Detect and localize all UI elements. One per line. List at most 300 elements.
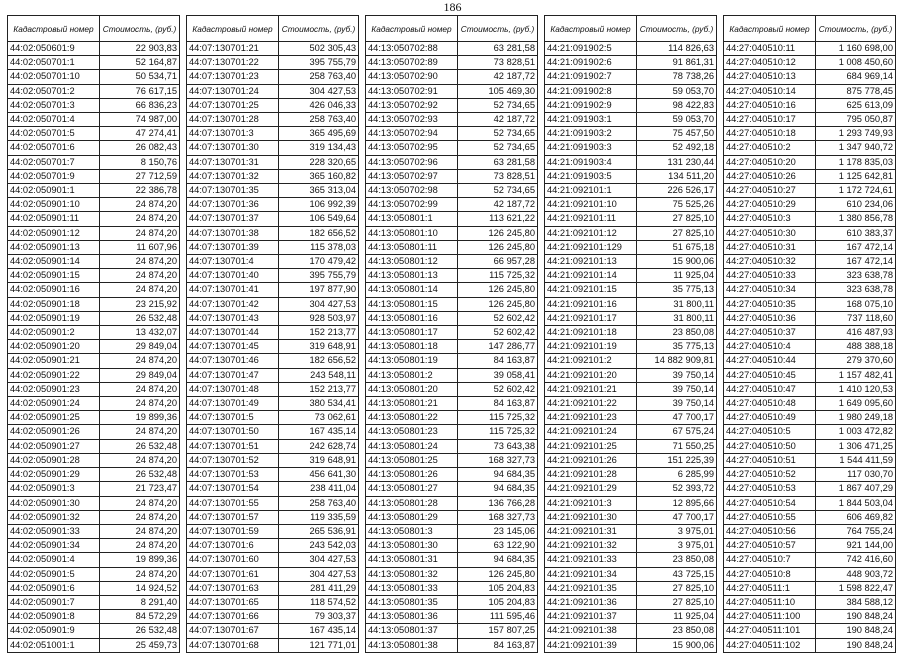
cost-cell: 22 386,78 [100, 184, 180, 198]
cadastral-number-cell: 44:27:040510:13 [724, 70, 816, 84]
cadastral-number-cell: 44:02:050901:4 [8, 553, 100, 567]
cost-cell: 151 225,39 [637, 453, 717, 467]
cadastral-number-cell: 44:07:130701:45 [187, 340, 279, 354]
cadastral-number-cell: 44:13:050801:3 [366, 524, 458, 538]
cadastral-number-cell: 44:07:130701:49 [187, 397, 279, 411]
cadastral-number-cell: 44:02:050701:5 [8, 127, 100, 141]
cost-cell: 94 684,35 [458, 482, 538, 496]
table-row [366, 212, 538, 226]
table-row [724, 56, 896, 70]
cadastral-number-cell: 44:27:040511:100 [724, 610, 816, 624]
table-row [187, 510, 359, 524]
cadastral-number-cell: 44:27:040510:4 [724, 340, 816, 354]
cost-cell: 94 684,35 [458, 553, 538, 567]
table-row [545, 581, 717, 595]
cadastral-number-cell: 44:07:130701:5 [187, 411, 279, 425]
cadastral-number-cell: 44:21:092101:129 [545, 240, 637, 254]
table-row [545, 595, 717, 609]
cost-cell: 14 924,52 [100, 581, 180, 595]
table-row [724, 425, 896, 439]
cadastral-number-cell: 44:27:040510:14 [724, 84, 816, 98]
cost-cell: 365 160,82 [279, 169, 359, 183]
cost-cell: 115 378,03 [279, 240, 359, 254]
table-row [187, 141, 359, 155]
cadastral-number-cell: 44:02:050901:32 [8, 510, 100, 524]
cost-cell: 168 327,73 [458, 453, 538, 467]
table-row [724, 340, 896, 354]
cost-cell: 52 602,42 [458, 311, 538, 325]
cadastral-number-cell: 44:07:130701:28 [187, 113, 279, 127]
table-row [8, 240, 180, 254]
cadastral-number-cell: 44:02:050901:11 [8, 212, 100, 226]
cadastral-number-cell: 44:07:130701:46 [187, 354, 279, 368]
table-row [545, 539, 717, 553]
table-row [724, 184, 896, 198]
cadastral-number-cell: 44:27:040510:3 [724, 212, 816, 226]
cost-cell: 1 306 471,25 [816, 439, 896, 453]
cost-cell: 502 305,43 [279, 42, 359, 56]
cadastral-number-cell: 44:13:050702:99 [366, 198, 458, 212]
cost-cell: 52 734,65 [458, 141, 538, 155]
cadastral-number-cell: 44:13:050702:88 [366, 42, 458, 56]
cost-cell: 24 874,20 [100, 382, 180, 396]
cadastral-number-cell: 44:02:050901:27 [8, 439, 100, 453]
cost-cell: 24 874,20 [100, 567, 180, 581]
cadastral-number-cell: 44:21:092101:15 [545, 283, 637, 297]
cost-cell: 50 534,71 [100, 70, 180, 84]
cost-cell: 190 848,24 [816, 624, 896, 638]
cost-cell: 26 082,43 [100, 141, 180, 155]
cadastral-number-cell: 44:07:130701:39 [187, 240, 279, 254]
cadastral-number-cell: 44:02:050901:20 [8, 340, 100, 354]
table-row [545, 368, 717, 382]
table-row [366, 311, 538, 325]
table-row [8, 70, 180, 84]
cost-cell: 384 588,12 [816, 595, 896, 609]
table-row [545, 70, 717, 84]
cadastral-number-cell: 44:02:050901:2 [8, 326, 100, 340]
cost-cell: 1 380 856,78 [816, 212, 896, 226]
cost-cell: 126 245,80 [458, 567, 538, 581]
cost-cell: 742 416,60 [816, 553, 896, 567]
cost-cell: 26 532,48 [100, 624, 180, 638]
cadastral-number-cell: 44:27:040510:8 [724, 567, 816, 581]
cost-cell: 281 411,29 [279, 581, 359, 595]
table-row [724, 283, 896, 297]
cadastral-number-cell: 44:13:050801:36 [366, 610, 458, 624]
cost-cell: 71 550,25 [637, 439, 717, 453]
cost-cell: 243 548,11 [279, 368, 359, 382]
cost-cell: 395 755,79 [279, 56, 359, 70]
cost-cell: 42 187,72 [458, 70, 538, 84]
cadastral-number-cell: 44:21:092101:16 [545, 297, 637, 311]
cadastral-number-cell: 44:07:130701:41 [187, 283, 279, 297]
cadastral-number-cell: 44:21:092101:22 [545, 397, 637, 411]
cadastral-number-cell: 44:07:130701:50 [187, 425, 279, 439]
cost-cell: 47 274,41 [100, 127, 180, 141]
cost-cell: 126 245,80 [458, 297, 538, 311]
cadastral-number-cell: 44:13:050801:17 [366, 326, 458, 340]
cadastral-number-cell: 44:27:040510:47 [724, 382, 816, 396]
cost-cell: 24 874,20 [100, 453, 180, 467]
cost-cell: 795 050,87 [816, 113, 896, 127]
cadastral-number-cell: 44:02:050901:16 [8, 283, 100, 297]
cadastral-number-cell: 44:13:050801:14 [366, 283, 458, 297]
header-cost: Стоимость, (руб.) [816, 16, 896, 42]
cadastral-number-cell: 44:27:040511:10 [724, 595, 816, 609]
cadastral-number-cell: 44:07:130701:59 [187, 524, 279, 538]
table-row [545, 468, 717, 482]
cadastral-number-cell: 44:02:050901:14 [8, 255, 100, 269]
cost-cell: 75 457,50 [637, 127, 717, 141]
cadastral-number-cell: 44:27:040510:51 [724, 453, 816, 467]
cadastral-number-cell: 44:27:040510:31 [724, 240, 816, 254]
cost-cell: 42 187,72 [458, 113, 538, 127]
cost-cell: 488 388,18 [816, 340, 896, 354]
cost-cell: 117 030,70 [816, 468, 896, 482]
table-row [724, 311, 896, 325]
cost-cell: 66 957,28 [458, 255, 538, 269]
cost-cell: 610 383,37 [816, 226, 896, 240]
cost-cell: 258 763,40 [279, 496, 359, 510]
table-row [724, 453, 896, 467]
cadastral-number-cell: 44:13:050702:97 [366, 169, 458, 183]
table-row [545, 113, 717, 127]
cost-cell: 84 163,87 [458, 397, 538, 411]
cost-cell: 39 750,14 [637, 382, 717, 396]
cadastral-number-cell: 44:07:130701:37 [187, 212, 279, 226]
cadastral-number-cell: 44:07:130701:68 [187, 638, 279, 652]
cadastral-number-cell: 44:27:040510:33 [724, 269, 816, 283]
cost-cell: 52 734,65 [458, 184, 538, 198]
table-row [8, 553, 180, 567]
cadastral-number-cell: 44:02:050701:3 [8, 98, 100, 112]
table-row [8, 496, 180, 510]
table-row [8, 453, 180, 467]
cadastral-number-cell: 44:02:050701:9 [8, 169, 100, 183]
cadastral-number-cell: 44:13:050801:19 [366, 354, 458, 368]
table-row [8, 169, 180, 183]
table-row [187, 468, 359, 482]
cost-cell: 265 536,91 [279, 524, 359, 538]
cadastral-number-cell: 44:27:040510:44 [724, 354, 816, 368]
cadastral-number-cell: 44:27:040510:27 [724, 184, 816, 198]
cost-cell: 448 903,72 [816, 567, 896, 581]
table-row [545, 198, 717, 212]
table-row [8, 113, 180, 127]
cadastral-number-cell: 44:07:130701:57 [187, 510, 279, 524]
cost-cell: 84 163,87 [458, 354, 538, 368]
cost-cell: 51 675,18 [637, 240, 717, 254]
cost-cell: 106 992,39 [279, 198, 359, 212]
table-row [366, 567, 538, 581]
table-row [545, 141, 717, 155]
table-row [8, 269, 180, 283]
cost-cell: 3 975,01 [637, 539, 717, 553]
cost-cell: 238 411,04 [279, 482, 359, 496]
cadastral-number-cell: 44:21:092101:36 [545, 595, 637, 609]
table-row [366, 539, 538, 553]
header-cadastral: Кадастровый номер [187, 16, 279, 42]
cost-cell: 84 572,29 [100, 610, 180, 624]
table-row [545, 311, 717, 325]
table-row [187, 84, 359, 98]
table-row [187, 297, 359, 311]
cadastral-number-cell: 44:02:050701:7 [8, 155, 100, 169]
table-row [8, 468, 180, 482]
cadastral-number-cell: 44:21:092101:35 [545, 581, 637, 595]
table-row [366, 425, 538, 439]
cadastral-table-2 [186, 15, 359, 653]
cadastral-number-cell: 44:21:092101:13 [545, 255, 637, 269]
cadastral-table-5 [723, 15, 896, 653]
table-row [724, 354, 896, 368]
table-row [366, 42, 538, 56]
cost-cell: 39 750,14 [637, 368, 717, 382]
table-row [8, 184, 180, 198]
cost-cell: 126 245,80 [458, 240, 538, 254]
cost-cell: 47 700,17 [637, 510, 717, 524]
table-row [724, 411, 896, 425]
cadastral-number-cell: 44:21:091902:5 [545, 42, 637, 56]
cadastral-number-cell: 44:02:050901:22 [8, 368, 100, 382]
cadastral-number-cell: 44:13:050801:16 [366, 311, 458, 325]
cadastral-number-cell: 44:13:050702:93 [366, 113, 458, 127]
cost-cell: 29 849,04 [100, 368, 180, 382]
table-row [187, 439, 359, 453]
table-row [8, 539, 180, 553]
table-row [187, 553, 359, 567]
table-row [724, 595, 896, 609]
cost-cell: 43 725,15 [637, 567, 717, 581]
cost-cell: 24 874,20 [100, 269, 180, 283]
table-row [8, 283, 180, 297]
table-row [8, 212, 180, 226]
cost-cell: 23 215,92 [100, 297, 180, 311]
cost-cell: 25 459,73 [100, 638, 180, 652]
table-row [545, 169, 717, 183]
cost-cell: 1 347 940,72 [816, 141, 896, 155]
cost-cell: 31 800,11 [637, 297, 717, 311]
cadastral-number-cell: 44:21:091903:1 [545, 113, 637, 127]
table-row [545, 42, 717, 56]
table-row [545, 127, 717, 141]
table-row [8, 482, 180, 496]
cadastral-number-cell: 44:21:092101:17 [545, 311, 637, 325]
cost-cell: 323 638,78 [816, 269, 896, 283]
cost-cell: 23 850,08 [637, 553, 717, 567]
cadastral-number-cell: 44:27:040510:34 [724, 283, 816, 297]
table-row [545, 184, 717, 198]
table-row [545, 326, 717, 340]
cadastral-number-cell: 44:21:092101:18 [545, 326, 637, 340]
cost-cell: 29 849,04 [100, 340, 180, 354]
cadastral-number-cell: 44:02:050701:6 [8, 141, 100, 155]
table-row [187, 610, 359, 624]
cost-cell: 1 867 407,29 [816, 482, 896, 496]
cadastral-number-cell: 44:02:050901:5 [8, 567, 100, 581]
table-header-row [366, 16, 538, 42]
table-row [724, 127, 896, 141]
cost-cell: 52 164,87 [100, 56, 180, 70]
cadastral-number-cell: 44:02:050901:28 [8, 453, 100, 467]
cadastral-number-cell: 44:13:050801:27 [366, 482, 458, 496]
cadastral-number-cell: 44:07:130701:53 [187, 468, 279, 482]
cost-cell: 147 286,77 [458, 340, 538, 354]
table-row [187, 326, 359, 340]
cost-cell: 22 903,83 [100, 42, 180, 56]
cost-cell: 24 874,20 [100, 198, 180, 212]
cadastral-number-cell: 44:02:050901:30 [8, 496, 100, 510]
cadastral-number-cell: 44:21:092101:26 [545, 453, 637, 467]
table-row [366, 553, 538, 567]
cadastral-number-cell: 44:13:050801:22 [366, 411, 458, 425]
table-row [366, 510, 538, 524]
table-row [187, 184, 359, 198]
table-row [545, 439, 717, 453]
table-row [366, 113, 538, 127]
cadastral-number-cell: 44:07:130701:61 [187, 567, 279, 581]
cost-cell: 73 643,38 [458, 439, 538, 453]
cost-cell: 1 980 249,18 [816, 411, 896, 425]
table-row [187, 368, 359, 382]
cost-cell: 67 575,24 [637, 425, 717, 439]
table-row [724, 539, 896, 553]
cost-cell: 365 313,04 [279, 184, 359, 198]
cost-cell: 131 230,44 [637, 155, 717, 169]
table-row [366, 84, 538, 98]
table-row [724, 368, 896, 382]
cost-cell: 24 874,20 [100, 255, 180, 269]
table-row [366, 98, 538, 112]
table-row [187, 482, 359, 496]
cadastral-number-cell: 44:27:040510:30 [724, 226, 816, 240]
cost-cell: 8 150,76 [100, 155, 180, 169]
table-row [187, 155, 359, 169]
cadastral-number-cell: 44:02:050901:6 [8, 581, 100, 595]
cadastral-number-cell: 44:21:092101:23 [545, 411, 637, 425]
cadastral-number-cell: 44:07:130701:51 [187, 439, 279, 453]
cadastral-number-cell: 44:21:091902:8 [545, 84, 637, 98]
table-row [366, 581, 538, 595]
cadastral-number-cell: 44:21:091903:3 [545, 141, 637, 155]
cadastral-number-cell: 44:21:092101:24 [545, 425, 637, 439]
table-row [366, 411, 538, 425]
cadastral-number-cell: 44:27:040510:37 [724, 326, 816, 340]
cost-cell: 24 874,20 [100, 496, 180, 510]
cadastral-number-cell: 44:21:092101:34 [545, 567, 637, 581]
table-row [187, 496, 359, 510]
table-row [187, 113, 359, 127]
header-cost: Стоимость, (руб.) [279, 16, 359, 42]
cadastral-number-cell: 44:21:092101:21 [545, 382, 637, 396]
cadastral-number-cell: 44:27:040510:12 [724, 56, 816, 70]
cost-cell: 11 607,96 [100, 240, 180, 254]
cadastral-number-cell: 44:27:040510:49 [724, 411, 816, 425]
table-row [187, 42, 359, 56]
cost-cell: 365 495,69 [279, 127, 359, 141]
cost-cell: 1 160 698,00 [816, 42, 896, 56]
table-row [366, 439, 538, 453]
cadastral-number-cell: 44:21:092101:25 [545, 439, 637, 453]
table-row [366, 255, 538, 269]
cadastral-number-cell: 44:07:130701:4 [187, 255, 279, 269]
cadastral-number-cell: 44:21:092101:28 [545, 468, 637, 482]
table-row [724, 255, 896, 269]
cost-cell: 126 245,80 [458, 283, 538, 297]
cadastral-number-cell: 44:07:130701:6 [187, 539, 279, 553]
cost-cell: 6 285,99 [637, 468, 717, 482]
table-row [724, 624, 896, 638]
table-row [366, 368, 538, 382]
cost-cell: 35 775,13 [637, 283, 717, 297]
cost-cell: 1 410 120,53 [816, 382, 896, 396]
cadastral-number-cell: 44:07:130701:32 [187, 169, 279, 183]
cost-cell: 105 204,83 [458, 595, 538, 609]
cost-cell: 167 472,14 [816, 240, 896, 254]
table-row [724, 468, 896, 482]
table-row [187, 212, 359, 226]
table-row [366, 326, 538, 340]
cadastral-number-cell: 44:02:050901:25 [8, 411, 100, 425]
table-row [8, 425, 180, 439]
cost-cell: 105 204,83 [458, 581, 538, 595]
cost-cell: 197 877,90 [279, 283, 359, 297]
cadastral-number-cell: 44:21:092101:12 [545, 226, 637, 240]
cost-cell: 52 602,42 [458, 382, 538, 396]
table-row [545, 524, 717, 538]
table-row [724, 155, 896, 169]
cost-cell: 52 393,72 [637, 482, 717, 496]
table-row [545, 510, 717, 524]
cost-cell: 27 825,10 [637, 226, 717, 240]
cost-cell: 167 472,14 [816, 255, 896, 269]
table-row [187, 283, 359, 297]
table-row [187, 311, 359, 325]
cadastral-number-cell: 44:07:130701:47 [187, 368, 279, 382]
header-cost: Стоимость, (руб.) [637, 16, 717, 42]
table-row [8, 581, 180, 595]
cadastral-number-cell: 44:21:091903:4 [545, 155, 637, 169]
cadastral-table-3 [365, 15, 538, 653]
cost-cell: 42 187,72 [458, 198, 538, 212]
table-row [545, 240, 717, 254]
table-row [366, 638, 538, 652]
cadastral-number-cell: 44:02:050701:4 [8, 113, 100, 127]
cadastral-number-cell: 44:07:130701:31 [187, 155, 279, 169]
table-row [187, 411, 359, 425]
table-row [366, 610, 538, 624]
table-row [8, 255, 180, 269]
table-row [187, 340, 359, 354]
table-row [187, 567, 359, 581]
cost-cell: 1 844 503,04 [816, 496, 896, 510]
cost-cell: 15 900,06 [637, 638, 717, 652]
cadastral-number-cell: 44:13:050801:25 [366, 453, 458, 467]
cost-cell: 304 427,53 [279, 553, 359, 567]
cost-cell: 114 826,63 [637, 42, 717, 56]
table-row [545, 226, 717, 240]
table-row [8, 510, 180, 524]
cadastral-number-cell: 44:07:130701:63 [187, 581, 279, 595]
cost-cell: 94 684,35 [458, 468, 538, 482]
cost-cell: 875 778,45 [816, 84, 896, 98]
table-row [366, 382, 538, 396]
cost-cell: 24 874,20 [100, 212, 180, 226]
cost-cell: 27 825,10 [637, 595, 717, 609]
cadastral-number-cell: 44:13:050702:96 [366, 155, 458, 169]
table-row [724, 382, 896, 396]
